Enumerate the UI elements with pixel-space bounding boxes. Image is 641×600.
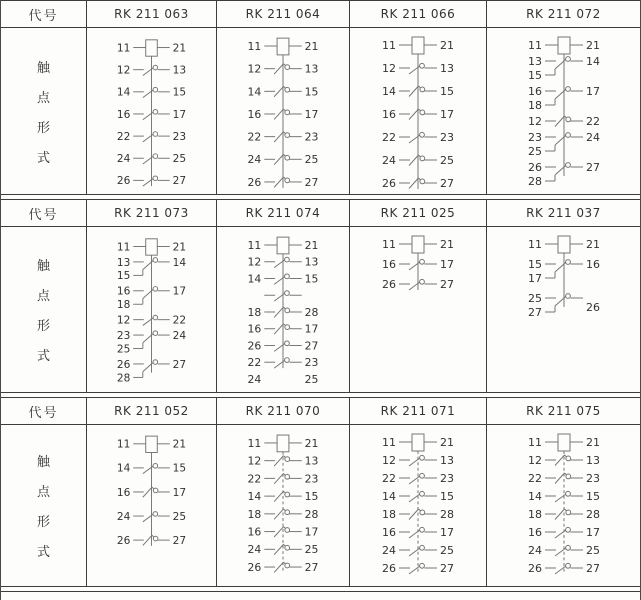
terminal-label: 26	[527, 161, 542, 174]
terminal-label: 15	[304, 490, 319, 504]
terminal-label: 13	[304, 255, 319, 269]
diagram-cell-rk-211-063	[86, 28, 216, 194]
terminal-label: 12	[116, 64, 131, 77]
contact-form-char: 式	[36, 545, 50, 560]
terminal-label: 22	[247, 472, 262, 486]
terminal-label: 25	[172, 153, 187, 166]
terminal-label: 25	[172, 510, 187, 523]
contact-form-char: 触	[36, 259, 50, 274]
terminal-label: 11	[116, 438, 131, 451]
terminal-label: 25	[440, 154, 454, 167]
terminal-label: 27	[304, 560, 319, 574]
terminal-label: 15	[440, 85, 454, 98]
terminal-label: 17	[304, 107, 319, 121]
model-header-rk-211-071: RK 211 071	[349, 398, 486, 425]
diagram-cell-rk-211-037	[486, 227, 640, 392]
terminal-label: 23	[585, 472, 600, 485]
contact-form-char: 点	[36, 90, 50, 106]
terminal-label: 24	[116, 153, 131, 166]
terminal-label: 17	[440, 108, 454, 121]
terminal-label: 21	[172, 241, 187, 254]
terminal-label: 11	[382, 436, 396, 449]
terminal-label: 24	[585, 131, 600, 144]
terminal-label: 26	[527, 562, 542, 575]
diagram-cell-rk-211-070	[216, 425, 349, 586]
model-header-rk-211-064: RK 211 064	[216, 1, 349, 28]
contact-form-char: 形	[36, 515, 50, 530]
terminal-label: 16	[527, 526, 542, 539]
terminal-label: 22	[382, 472, 396, 485]
terminal-label: 11	[247, 436, 262, 450]
model-header-rk-211-025: RK 211 025	[349, 200, 486, 227]
terminal-label: 24	[247, 543, 262, 557]
section-divider	[1, 586, 640, 592]
terminal-label: 14	[247, 272, 262, 286]
terminal-label: 13	[527, 55, 542, 68]
terminal-label: 15	[172, 462, 187, 475]
contact-diagram-rk-211-073	[87, 228, 216, 392]
terminal-label: 24	[116, 510, 131, 523]
diagram-cell-rk-211-073	[86, 227, 216, 392]
terminal-label: 15	[527, 258, 542, 271]
terminal-label: 27	[172, 534, 187, 547]
terminal-label: 25	[440, 544, 454, 557]
terminal-label: 21	[172, 438, 187, 451]
terminal-label: 16	[382, 526, 396, 539]
terminal-label: 17	[304, 322, 319, 336]
terminal-label: 23	[527, 131, 542, 144]
terminal-label: 25	[116, 343, 131, 356]
terminal-label: 14	[116, 462, 131, 475]
terminal-label: 24	[247, 372, 262, 386]
terminal-label: 12	[247, 454, 262, 468]
terminal-label: 15	[440, 490, 454, 503]
terminal-label: 14	[585, 55, 600, 68]
terminal-label: 24	[382, 154, 396, 167]
terminal-label: 16	[527, 85, 542, 98]
contact-form-label-cell	[1, 227, 86, 392]
terminal-label: 17	[585, 526, 600, 539]
terminal-label: 15	[585, 490, 600, 503]
terminal-label: 11	[382, 238, 396, 251]
terminal-label: 23	[304, 356, 319, 370]
terminal-label: 12	[382, 454, 396, 467]
terminal-label: 12	[527, 454, 542, 467]
code-header-cell: 代号	[1, 398, 86, 425]
terminal-label: 22	[172, 314, 187, 327]
diagram-cell-rk-211-052	[86, 425, 216, 586]
terminal-label: 26	[247, 339, 262, 353]
model-header-rk-211-075: RK 211 075	[486, 398, 640, 425]
contact-diagram-rk-211-070	[217, 426, 349, 582]
terminal-label: 26	[382, 278, 396, 291]
terminal-label: 24	[527, 544, 542, 557]
diagram-cell-rk-211-066	[349, 28, 486, 194]
terminal-label: 14	[382, 85, 396, 98]
contact-diagram-rk-211-037	[497, 228, 631, 326]
model-header-rk-211-074: RK 211 074	[216, 200, 349, 227]
model-header-rk-211-063: RK 211 063	[86, 1, 216, 28]
terminal-label: 11	[247, 238, 262, 252]
diagram-cell-rk-211-025	[349, 227, 486, 392]
diagram-cell-rk-211-075	[486, 425, 640, 586]
terminal-label: 17	[585, 85, 600, 98]
contact-form-char: 点	[36, 485, 50, 500]
terminal-label: 27	[304, 175, 319, 189]
terminal-label: 12	[247, 62, 262, 76]
terminal-label: 17	[527, 272, 542, 285]
terminal-label: 21	[440, 238, 454, 251]
terminal-label: 22	[116, 130, 131, 143]
terminal-label: 23	[116, 329, 131, 342]
terminal-label: 11	[527, 238, 542, 251]
terminal-label: 11	[116, 241, 131, 254]
terminal-label: 15	[116, 270, 131, 283]
terminal-label: 18	[116, 299, 131, 312]
terminal-label: 28	[304, 507, 319, 521]
terminal-label: 26	[116, 534, 131, 547]
terminal-label: 13	[585, 454, 600, 467]
terminal-label: 16	[116, 486, 131, 499]
terminal-label: 21	[440, 39, 454, 52]
terminal-label: 15	[172, 86, 187, 99]
terminal-label: 17	[440, 526, 454, 539]
terminal-label: 26	[585, 301, 600, 314]
terminal-label: 25	[304, 372, 319, 386]
terminal-label: 21	[172, 42, 187, 55]
terminal-label: 25	[585, 544, 600, 557]
terminal-label: 27	[440, 278, 454, 291]
terminal-label: 26	[116, 358, 131, 371]
terminal-label: 26	[116, 175, 131, 188]
terminal-label: 23	[304, 130, 319, 144]
terminal-label: 21	[585, 39, 600, 52]
model-header-rk-211-073: RK 211 073	[86, 200, 216, 227]
terminal-label: 12	[527, 115, 542, 128]
contact-diagram-rk-211-052	[87, 426, 216, 556]
terminal-label: 27	[440, 562, 454, 575]
terminal-label: 18	[247, 507, 262, 521]
terminal-label: 21	[304, 436, 319, 450]
model-header-rk-211-070: RK 211 070	[216, 398, 349, 425]
terminal-label: 14	[527, 490, 542, 503]
terminal-label: 25	[304, 543, 319, 557]
contact-form-label-cell	[1, 425, 86, 586]
terminal-label: 21	[585, 436, 600, 449]
terminal-label: 23	[304, 472, 319, 486]
terminal-label: 16	[585, 258, 600, 271]
terminal-label: 12	[247, 255, 262, 269]
terminal-label: 25	[527, 145, 542, 158]
contact-diagram-rk-211-072	[497, 29, 631, 194]
diagram-cell-rk-211-071	[349, 425, 486, 586]
terminal-label: 28	[527, 175, 542, 188]
terminal-label: 11	[527, 436, 542, 449]
terminal-label: 11	[247, 39, 262, 53]
terminal-label: 26	[382, 177, 396, 190]
terminal-label: 13	[304, 454, 319, 468]
terminal-label: 16	[247, 525, 262, 539]
terminal-label: 25	[304, 153, 319, 167]
terminal-label: 23	[440, 472, 454, 485]
contact-diagram-rk-211-075	[497, 426, 631, 582]
terminal-label: 17	[172, 486, 187, 499]
terminal-label: 21	[304, 39, 319, 53]
terminal-label: 22	[247, 356, 262, 370]
terminal-label: 15	[304, 85, 319, 99]
terminal-label: 13	[304, 62, 319, 76]
terminal-label: 16	[247, 107, 262, 121]
contact-diagram-rk-211-066	[351, 29, 485, 194]
terminal-label: 27	[440, 177, 454, 190]
terminal-label: 22	[527, 472, 542, 485]
section-3	[1, 398, 640, 586]
terminal-label: 27	[585, 562, 600, 575]
terminal-label: 17	[172, 285, 187, 298]
contact-form-char: 触	[36, 60, 50, 76]
terminal-label: 18	[247, 305, 262, 319]
terminal-label: 17	[172, 108, 187, 121]
terminal-label: 14	[247, 490, 262, 504]
contact-diagram-rk-211-071	[351, 426, 485, 582]
code-header-cell: 代号	[1, 200, 86, 227]
terminal-label: 26	[247, 560, 262, 574]
terminal-label: 18	[527, 508, 542, 521]
diagram-cell-rk-211-072	[486, 28, 640, 194]
terminal-label: 13	[440, 62, 454, 75]
terminal-label: 21	[585, 238, 600, 251]
terminal-label: 23	[172, 130, 187, 143]
terminal-label: 12	[382, 62, 396, 75]
terminal-label: 14	[172, 256, 187, 269]
terminal-label: 14	[116, 86, 131, 99]
contact-diagram-rk-211-025	[351, 228, 485, 298]
terminal-label: 22	[247, 130, 262, 144]
contact-diagram-rk-211-064	[217, 29, 349, 194]
terminal-label: 14	[382, 490, 396, 503]
terminal-label: 18	[527, 99, 542, 112]
terminal-label: 16	[382, 108, 396, 121]
contact-form-char: 触	[36, 455, 50, 470]
terminal-label: 15	[304, 272, 319, 286]
terminal-label: 27	[527, 306, 542, 319]
terminal-label: 14	[247, 85, 262, 99]
terminal-label: 28	[116, 372, 131, 385]
terminal-label: 12	[116, 314, 131, 327]
terminal-label: 28	[585, 508, 600, 521]
terminal-label: 21	[304, 238, 319, 252]
terminal-label: 21	[440, 436, 454, 449]
terminal-label: 16	[382, 258, 396, 271]
terminal-label: 11	[382, 39, 396, 52]
section-1	[1, 1, 640, 194]
terminal-label: 22	[382, 131, 396, 144]
terminal-label: 28	[440, 508, 454, 521]
terminal-label: 26	[247, 175, 262, 189]
model-header-rk-211-037: RK 211 037	[486, 200, 640, 227]
contact-form-char: 点	[36, 289, 50, 304]
contact-form-char: 形	[36, 319, 50, 334]
terminal-label: 25	[527, 292, 542, 305]
terminal-label: 16	[247, 322, 262, 336]
terminal-label: 11	[527, 39, 542, 52]
model-header-rk-211-072: RK 211 072	[486, 1, 640, 28]
contact-form-char: 式	[36, 349, 50, 364]
terminal-label: 24	[382, 544, 396, 557]
contact-diagram-rk-211-074	[217, 228, 349, 392]
terminal-label: 15	[527, 69, 542, 82]
terminal-label: 27	[585, 161, 600, 174]
diagram-cell-rk-211-064	[216, 28, 349, 194]
model-header-rk-211-066: RK 211 066	[349, 1, 486, 28]
terminal-label: 22	[585, 115, 600, 128]
terminal-label: 13	[172, 64, 187, 77]
terminal-label: 17	[304, 525, 319, 539]
contact-form-char: 形	[36, 120, 50, 136]
contact-form-label-cell	[1, 28, 86, 194]
contact-diagram-rk-211-063	[87, 29, 216, 194]
terminal-label: 24	[247, 153, 262, 167]
terminal-label: 13	[440, 454, 454, 467]
terminal-label: 26	[382, 562, 396, 575]
terminal-label: 23	[440, 131, 454, 144]
terminal-label: 16	[116, 108, 131, 121]
contact-form-char: 式	[36, 150, 50, 166]
terminal-label: 27	[172, 175, 187, 188]
diagram-cell-rk-211-074	[216, 227, 349, 392]
model-header-rk-211-052: RK 211 052	[86, 398, 216, 425]
terminal-label: 27	[172, 358, 187, 371]
terminal-label: 16	[116, 285, 131, 298]
terminal-label: 11	[116, 42, 131, 55]
code-header-cell: 代号	[1, 1, 86, 28]
terminal-label: 28	[304, 305, 319, 319]
terminal-label: 24	[172, 329, 187, 342]
terminal-label: 13	[116, 256, 131, 269]
terminal-label: 27	[304, 339, 319, 353]
terminal-label: 18	[382, 508, 396, 521]
section-2	[1, 200, 640, 392]
terminal-label: 17	[440, 258, 454, 271]
